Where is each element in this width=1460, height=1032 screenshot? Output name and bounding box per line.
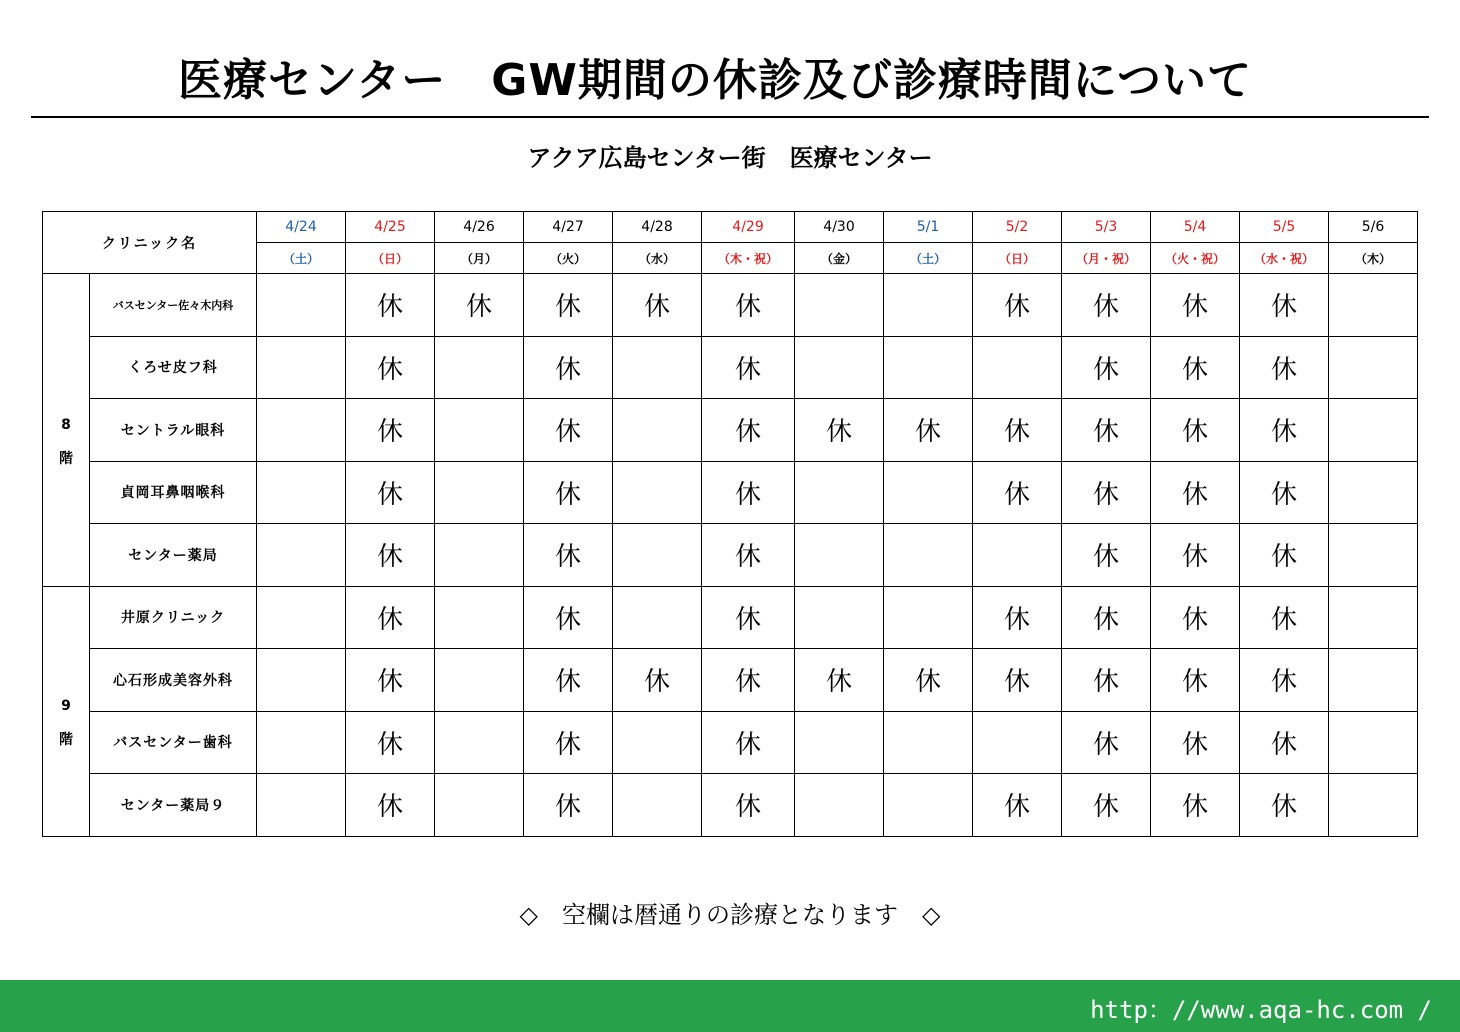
closed-cell: 休 (524, 399, 613, 462)
closed-cell: 休 (702, 586, 795, 649)
open-cell (435, 461, 524, 524)
table-row (43, 336, 1418, 399)
open-cell (1329, 586, 1418, 649)
open-cell (884, 461, 973, 524)
closed-cell: 休 (613, 649, 702, 712)
open-cell (257, 274, 346, 337)
date-header: 4/30 (795, 212, 884, 243)
open-cell (613, 336, 702, 399)
floor-unit: 階 (59, 732, 73, 748)
date-header: 4/26 (435, 212, 524, 243)
open-cell (884, 774, 973, 837)
date-header: 5/1 (884, 212, 973, 243)
open-cell (257, 399, 346, 462)
footer-bar (0, 980, 1460, 1032)
clinic-name: セントラル眼科 (90, 399, 257, 462)
closed-cell: 休 (524, 274, 613, 337)
closed-cell: 休 (1151, 461, 1240, 524)
open-cell (613, 711, 702, 774)
open-cell (257, 774, 346, 837)
clinic-name: センター薬局９ (90, 774, 257, 837)
closed-cell: 休 (524, 336, 613, 399)
table-row (43, 711, 1418, 774)
date-header: 5/3 (1062, 212, 1151, 243)
open-cell (257, 711, 346, 774)
closed-cell: 休 (1062, 524, 1151, 587)
weekday-header: （火） (524, 243, 613, 274)
closed-cell: 休 (1062, 461, 1151, 524)
closed-cell: 休 (524, 711, 613, 774)
floor-label (43, 586, 90, 836)
footnote: ◇ 空欄は暦通りの診療となります ◇ (519, 901, 941, 929)
open-cell (257, 524, 346, 587)
closed-cell: 休 (1062, 774, 1151, 837)
closed-cell: 休 (702, 649, 795, 712)
date-header: 4/25 (346, 212, 435, 243)
schedule-table (42, 211, 1418, 837)
table-row (43, 399, 1418, 462)
open-cell (884, 274, 973, 337)
open-cell (613, 586, 702, 649)
date-header: 5/6 (1329, 212, 1418, 243)
closed-cell: 休 (613, 274, 702, 337)
clinic-name: くろせ皮フ科 (90, 336, 257, 399)
date-header: 5/4 (1151, 212, 1240, 243)
weekday-header: （土） (257, 243, 346, 274)
closed-cell: 休 (524, 461, 613, 524)
open-cell (1329, 711, 1418, 774)
closed-cell: 休 (973, 774, 1062, 837)
open-cell (795, 461, 884, 524)
closed-cell: 休 (524, 774, 613, 837)
closed-cell: 休 (795, 399, 884, 462)
weekday-header: （月） (435, 243, 524, 274)
table-row (43, 774, 1418, 837)
clinic-name: バスセンター歯科 (90, 711, 257, 774)
date-header: 4/28 (613, 212, 702, 243)
closed-cell: 休 (346, 274, 435, 337)
table-row (43, 461, 1418, 524)
open-cell (795, 524, 884, 587)
weekday-header: （水・祝） (1240, 243, 1329, 274)
closed-cell: 休 (524, 524, 613, 587)
header-date-row (43, 212, 1418, 243)
closed-cell: 休 (524, 649, 613, 712)
open-cell (795, 586, 884, 649)
website-link[interactable]: http：//www.aqa-hc.com / (1090, 996, 1432, 1024)
weekday-header: （日） (346, 243, 435, 274)
closed-cell: 休 (1151, 274, 1240, 337)
closed-cell: 休 (1240, 399, 1329, 462)
date-header: 4/24 (257, 212, 346, 243)
open-cell (884, 524, 973, 587)
closed-cell: 休 (346, 711, 435, 774)
closed-cell: 休 (702, 399, 795, 462)
closed-cell: 休 (1151, 711, 1240, 774)
open-cell (973, 336, 1062, 399)
closed-cell: 休 (346, 774, 435, 837)
open-cell (1329, 399, 1418, 462)
closed-cell: 休 (1151, 774, 1240, 837)
open-cell (1329, 461, 1418, 524)
open-cell (884, 336, 973, 399)
closed-cell: 休 (1151, 649, 1240, 712)
open-cell (1329, 774, 1418, 837)
clinic-name-header: クリニック名 (43, 212, 257, 274)
date-header: 4/27 (524, 212, 613, 243)
weekday-header: （火・祝） (1151, 243, 1240, 274)
date-header: 5/2 (973, 212, 1062, 243)
closed-cell: 休 (1240, 524, 1329, 587)
floor-number: 9 (61, 698, 71, 714)
date-header: 4/29 (702, 212, 795, 243)
open-cell (613, 399, 702, 462)
clinic-name: 心石形成美容外科 (90, 649, 257, 712)
closed-cell: 休 (524, 586, 613, 649)
weekday-header: （土） (884, 243, 973, 274)
open-cell (1329, 649, 1418, 712)
table-row (43, 586, 1418, 649)
closed-cell: 休 (1240, 461, 1329, 524)
closed-cell: 休 (435, 274, 524, 337)
open-cell (1329, 524, 1418, 587)
closed-cell: 休 (346, 461, 435, 524)
open-cell (884, 711, 973, 774)
open-cell (435, 399, 524, 462)
closed-cell: 休 (884, 399, 973, 462)
closed-cell: 休 (702, 336, 795, 399)
weekday-header: （月・祝） (1062, 243, 1151, 274)
closed-cell: 休 (884, 649, 973, 712)
table-row (43, 649, 1418, 712)
open-cell (795, 274, 884, 337)
closed-cell: 休 (1062, 649, 1151, 712)
open-cell (795, 774, 884, 837)
floor-number: 8 (61, 416, 71, 433)
closed-cell: 休 (1240, 774, 1329, 837)
closed-cell: 休 (1240, 649, 1329, 712)
title-divider (31, 116, 1429, 118)
clinic-name: バスセンター佐々木内科 (90, 274, 257, 337)
closed-cell: 休 (795, 649, 884, 712)
floor-unit: 階 (59, 450, 73, 467)
closed-cell: 休 (973, 399, 1062, 462)
closed-cell: 休 (1062, 586, 1151, 649)
closed-cell: 休 (973, 649, 1062, 712)
closed-cell: 休 (1240, 586, 1329, 649)
closed-cell: 休 (1151, 586, 1240, 649)
weekday-header: （金） (795, 243, 884, 274)
closed-cell: 休 (1240, 274, 1329, 337)
clinic-name: 井原クリニック (90, 586, 257, 649)
open-cell (795, 336, 884, 399)
closed-cell: 休 (702, 711, 795, 774)
closed-cell: 休 (973, 461, 1062, 524)
open-cell (613, 461, 702, 524)
closed-cell: 休 (1062, 711, 1151, 774)
open-cell (435, 711, 524, 774)
closed-cell: 休 (346, 524, 435, 587)
open-cell (435, 774, 524, 837)
closed-cell: 休 (1062, 336, 1151, 399)
closed-cell: 休 (1151, 399, 1240, 462)
closed-cell: 休 (973, 274, 1062, 337)
open-cell (973, 711, 1062, 774)
weekday-header: （水） (613, 243, 702, 274)
closed-cell: 休 (346, 586, 435, 649)
clinic-name: センター薬局 (90, 524, 257, 587)
weekday-header: （日） (973, 243, 1062, 274)
open-cell (613, 524, 702, 587)
closed-cell: 休 (346, 399, 435, 462)
date-header: 5/5 (1240, 212, 1329, 243)
closed-cell: 休 (346, 336, 435, 399)
clinic-name: 貞岡耳鼻咽喉科 (90, 461, 257, 524)
open-cell (1329, 336, 1418, 399)
open-cell (435, 649, 524, 712)
open-cell (884, 586, 973, 649)
open-cell (435, 524, 524, 587)
open-cell (257, 461, 346, 524)
closed-cell: 休 (702, 524, 795, 587)
closed-cell: 休 (1151, 524, 1240, 587)
page-title: 医療センター GW期間の休診及び診療時間について (177, 55, 1252, 106)
open-cell (613, 774, 702, 837)
closed-cell: 休 (702, 774, 795, 837)
open-cell (257, 586, 346, 649)
closed-cell: 休 (973, 586, 1062, 649)
open-cell (1329, 274, 1418, 337)
closed-cell: 休 (1240, 336, 1329, 399)
weekday-header: （木） (1329, 243, 1418, 274)
open-cell (795, 711, 884, 774)
closed-cell: 休 (702, 461, 795, 524)
closed-cell: 休 (702, 274, 795, 337)
floor-label (43, 274, 90, 587)
open-cell (435, 586, 524, 649)
table-row (43, 274, 1418, 337)
closed-cell: 休 (1240, 711, 1329, 774)
weekday-header: （木・祝） (702, 243, 795, 274)
closed-cell: 休 (346, 649, 435, 712)
page-subtitle: アクア広島センター街 医療センター (527, 144, 933, 172)
closed-cell: 休 (1151, 336, 1240, 399)
closed-cell: 休 (1062, 274, 1151, 337)
open-cell (257, 336, 346, 399)
table-row (43, 524, 1418, 587)
closed-cell: 休 (1062, 399, 1151, 462)
open-cell (435, 336, 524, 399)
open-cell (257, 649, 346, 712)
open-cell (973, 524, 1062, 587)
